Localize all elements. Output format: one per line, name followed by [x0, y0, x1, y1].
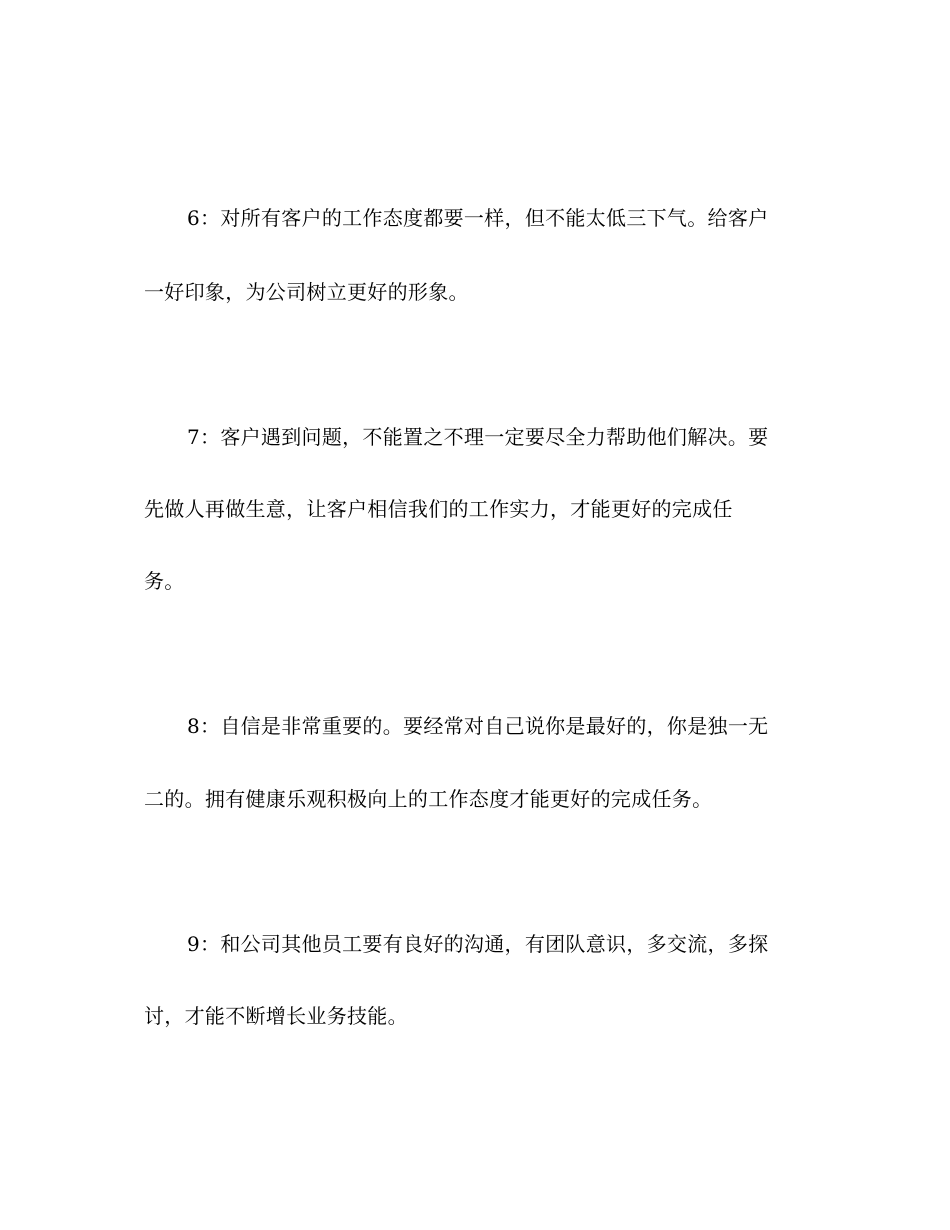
paragraph-line: 二的。拥有健康乐观积极向上的工作态度才能更好的完成任务。	[144, 787, 713, 811]
paragraph-line: 8：自信是非常重要的。要经常对自己说你是最好的，你是独一无	[187, 714, 769, 738]
paragraph-line: 务。	[144, 569, 185, 593]
paragraph-line: 7：客户遇到问题，不能置之不理一定要尽全力帮助他们解决。要	[187, 425, 769, 449]
paragraph-line: 一好印象，为公司树立更好的形象。	[144, 280, 469, 304]
paragraph-line: 先做人再做生意，让客户相信我们的工作实力，才能更好的完成任	[144, 497, 733, 521]
paragraph-line: 6：对所有客户的工作态度都要一样，但不能太低三下气。给客户	[187, 206, 769, 230]
paragraph-line: 9：和公司其他员工要有良好的沟通，有团队意识，多交流，多探	[187, 932, 769, 956]
paragraph-line: 讨，才能不断增长业务技能。	[144, 1004, 408, 1028]
